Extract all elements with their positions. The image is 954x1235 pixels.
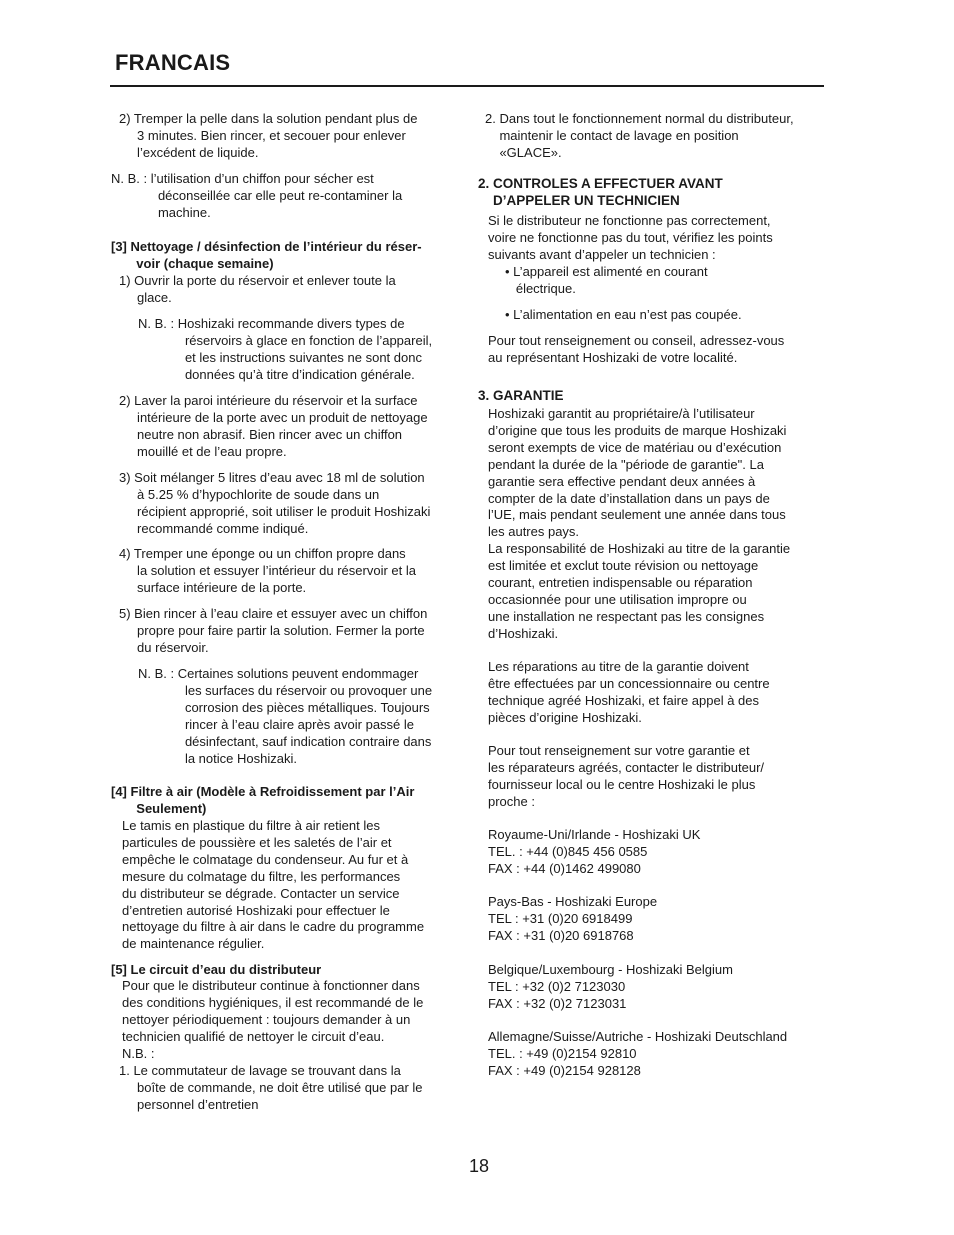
warranty-terms: Hoshizaki garantit au propriétaire/à l’utilisateur d’origine que tous les produits de marque Hoshizaki seront exempts de vice de matériau ou d’exécution pendant la durée de la "période de garantie". La garantie sera effective pendant deux années à compter de la date d’installation dans un pays de l’UE, mais pendant seulement une année dans tous les autres pays. La responsabilité de Hoshizaki au titre de la garantie est limitée et exclut toute révision ou nettoyage courant, entretien indispensable ou réparation occasionnée pour une utilisation impropre ou une installation ne respectant pas les consignes d’Hoshizaki. (488, 406, 791, 641)
section-5-item-1: 1. Le commutateur de lavage se trouvant dans la boîte de commande, ne doit être utilisé que par le personnel d’entretien (119, 1063, 423, 1112)
page-title: FRANCAIS (115, 50, 231, 75)
section-5-body: Pour que le distributeur continue à fonctionner dans des conditions hygiéniques, il est recommandé de le nettoyer périodiquement : toujours demander à un technicien qualifié de nettoyer le circuit d’eau. N.B. : (122, 978, 424, 1061)
warranty-repairs: Les réparations au titre de la garantie doivent être effectuées par un concessionnaire ou centre technique agréé Hoshizaki, et faire appel à des pièces d’origine Hoshizaki. (488, 659, 770, 725)
section-3-step-4: 4) Tremper une éponge ou un chiffon propre dans la solution et essuyer l’intérieur du réservoir et la surface intérieure de la porte. (119, 546, 416, 595)
section-4-body: Le tamis en plastique du filtre à air retient les particules de poussière et les saletés de l’air et empêche le colmatage du condenseur. Au fur et à mesure du colmatage du filtre, les performances du distributeur se dégrade. Contacter un service d’entretien autorisé Hoshizaki pour effectuer le nettoyage du filtre à air dans le cadre du programme de maintenance régulier. (122, 818, 425, 952)
section-5-heading: [5] Le circuit d’eau du distributeur (111, 962, 322, 977)
warranty-info: Pour tout renseignement sur votre garantie et les réparateurs agréés, contacter le distributeur/ fournisseur local ou le centre Hoshizaki le plus proche : (488, 743, 765, 809)
washing-switch-item-2: 2. Dans tout le fonctionnement normal du distributeur, maintenir le contact de lavage en position «GLACE». (485, 111, 794, 160)
section-3-step-5: 5) Bien rincer à l’eau claire et essuyer avec un chiffon propre pour faire partir la solution. Fermer la porte du réservoir. (119, 606, 428, 655)
contact-belgium: Belgique/Luxembourg - Hoshizaki Belgium TEL : +32 (0)2 7123030 FAX : +32 (0)2 7123031 (488, 962, 733, 1011)
rinse-step: 2) Tremper la pelle dans la solution pendant plus de 3 minutes. Bien rincer, et secouer pour enlever l’excédent de liquide. (119, 111, 418, 160)
page-number: 18 (469, 1156, 490, 1176)
checks-heading: 2. CONTROLES A EFFECTUER AVANT D’APPELER UN TECHNICIEN (478, 176, 723, 208)
warranty-heading: 3. GARANTIE (478, 388, 564, 403)
contact-uk: Royaume-Uni/Irlande - Hoshizaki UK TEL. : +44 (0)845 456 0585 FAX : +44 (0)1462 499080 (488, 827, 701, 876)
checks-bullet-power: • L’appareil est alimenté en courant électrique. (505, 264, 708, 296)
section-3-note-1: N. B. : Hoshizaki recommande divers types de réservoirs à glace en fonction de l’appareil, et les instructions suivantes ne sont donc données qu’à titre d’indication générale. (138, 316, 433, 382)
header-rule (110, 85, 824, 87)
section-3-step-1: 1) Ouvrir la porte du réservoir et enlever toute la glace. (119, 273, 396, 305)
section-3-step-2: 2) Laver la paroi intérieure du réservoir et la surface intérieure de la porte avec un produit de nettoyage neutre non abrasif. Bien rincer avec un chiffon mouillé et de l’eau propre. (119, 393, 428, 459)
section-3-step-3: 3) Soit mélanger 5 litres d’eau avec 18 ml de solution à 5.25 % d’hypochlorite de soude dans un récipient approprié, soit utiliser le produit Hoshizaki recommandé comme indiqué. (119, 470, 431, 536)
section-3-note-2: N. B. : Certaines solutions peuvent endommager les surfaces du réservoir ou provoquer une corrosion des pièces métalliques. Toujours rincer à l’eau claire après avoir passé le désinfectant, sauf indication contraire dans la notice Hoshizaki. (138, 666, 433, 766)
contact-netherlands: Pays-Bas - Hoshizaki Europe TEL : +31 (0)20 6918499 FAX : +31 (0)20 6918768 (488, 894, 658, 943)
checks-intro: Si le distributeur ne fonctionne pas correctement, voire ne fonctionne pas du tout, vérifiez les points suivants avant d’appeler un technicien : (488, 213, 773, 262)
section-3-heading: [3] Nettoyage / désinfection de l’intérieur du réser- voir (chaque semaine) (111, 239, 422, 271)
checks-bullet-water: • L’alimentation en eau n’est pas coupée. (505, 307, 742, 322)
section-4-heading: [4] Filtre à air (Modèle à Refroidissement par l’Air Seulement) (111, 784, 415, 816)
contact-germany: Allemagne/Suisse/Autriche - Hoshizaki Deutschland TEL. : +49 (0)2154 92810 FAX : +49 (0)2154 928128 (488, 1029, 788, 1078)
checks-contact: Pour tout renseignement ou conseil, adressez-vous au représentant Hoshizaki de votre localité. (488, 333, 785, 365)
nb-cloth-note: N. B. : l’utilisation d’un chiffon pour sécher est déconseillée car elle peut re-contaminer la machine. (111, 171, 403, 220)
